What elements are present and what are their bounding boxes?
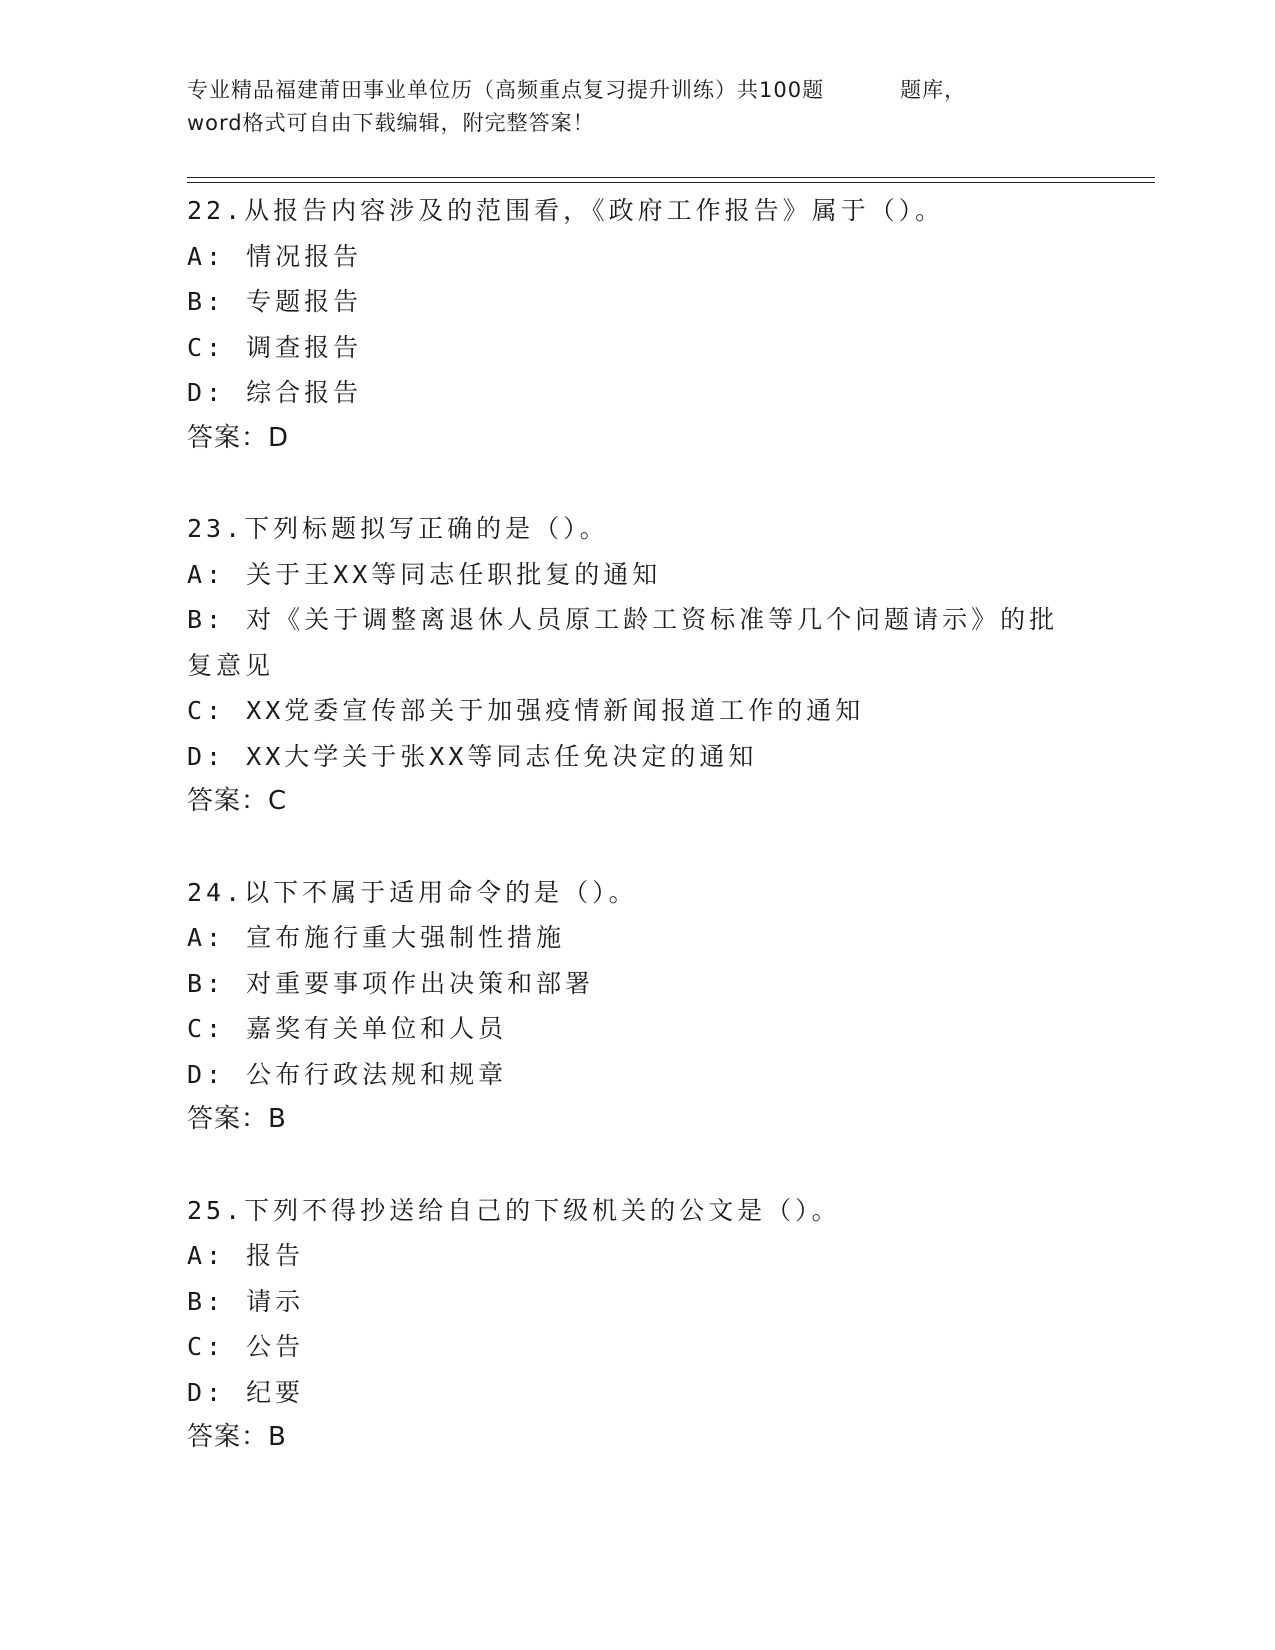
option-d: [187, 734, 1087, 780]
option-text: 综合报告: [246, 378, 363, 407]
answer-label: 答案：: [187, 1422, 269, 1452]
question-list: [187, 188, 1087, 1506]
question-text: 下列标题拟写正确的是（）。: [244, 514, 609, 543]
answer-label: 答案：: [187, 422, 269, 453]
question-number: 23.: [187, 514, 245, 543]
answer-line: [187, 779, 1087, 825]
option-label: B:: [187, 1286, 226, 1316]
question-number: 25.: [187, 1195, 245, 1225]
question-25: [187, 1188, 1087, 1461]
option-a: [187, 1233, 1087, 1279]
option-c: [187, 688, 1087, 734]
option-text: 对重要事项作出决策和部署: [246, 968, 595, 998]
option-b: [187, 597, 1087, 688]
answer-line: [187, 416, 1087, 462]
option-d: [187, 1052, 1087, 1098]
option-b: [187, 1279, 1087, 1325]
option-text: 公布行政法规和规章: [246, 1059, 508, 1089]
question-text: 从报告内容涉及的范围看，《政府工作报告》属于（）。: [244, 196, 945, 225]
option-text: 关于王XX等同志任职批复的通知: [246, 559, 662, 589]
option-label: C:: [187, 1014, 226, 1043]
option-text: 报告: [246, 1241, 305, 1270]
option-a: [187, 234, 1087, 280]
option-c: [187, 1006, 1087, 1052]
header-divider-top: [187, 177, 1155, 178]
question-22: [187, 188, 1087, 461]
question-stem: [187, 506, 1087, 552]
header-subtitle: word格式可自由下载编辑，附完整答案！: [187, 111, 595, 135]
option-label: B:: [187, 605, 226, 634]
option-label: D:: [187, 1059, 226, 1089]
option-text: XX大学关于张XX等同志任免决定的通知: [246, 741, 758, 771]
header-title: 专业精品福建莆田事业单位历（高频重点复习提升训练）共100题: [187, 78, 825, 102]
option-label: C:: [187, 332, 226, 362]
answer-value: B: [268, 1422, 287, 1452]
option-text: 情况报告: [246, 241, 363, 271]
option-a: [187, 915, 1087, 961]
option-label: C:: [187, 696, 226, 725]
option-text: 公告: [246, 1332, 305, 1361]
question-24: [187, 870, 1087, 1143]
option-d: [187, 370, 1087, 416]
answer-value: D: [268, 422, 290, 453]
option-text: 对《关于调整离退休人员原工龄工资标准等几个问题请示》的批复意见: [187, 605, 1059, 680]
option-a: [187, 552, 1087, 598]
answer-line: [187, 1415, 1087, 1461]
answer-label: 答案：: [187, 1104, 269, 1134]
option-label: C:: [187, 1332, 226, 1361]
question-23: [187, 506, 1087, 825]
option-text: 调查报告: [246, 332, 363, 362]
option-c: [187, 1324, 1087, 1370]
question-number: 24.: [187, 877, 245, 907]
option-text: XX党委宣传部关于加强疫情新闻报道工作的通知: [246, 696, 865, 725]
option-b: [187, 961, 1087, 1007]
option-text: 纪要: [246, 1377, 305, 1407]
question-stem: [187, 1188, 1087, 1234]
option-text: 宣布施行重大强制性措施: [246, 923, 566, 952]
option-d: [187, 1370, 1087, 1416]
option-text: 专题报告: [246, 287, 363, 316]
option-label: A:: [187, 923, 226, 952]
question-text: 下列不得抄送给自己的下级机关的公文是（）。: [244, 1195, 841, 1225]
option-b: [187, 279, 1087, 325]
option-label: B:: [187, 968, 226, 998]
option-c: [187, 325, 1087, 371]
answer-value: B: [268, 1104, 287, 1134]
option-label: D:: [187, 1377, 226, 1407]
option-text: 嘉奖有关单位和人员: [246, 1014, 508, 1043]
option-label: A:: [187, 241, 226, 271]
option-label: D:: [187, 741, 226, 771]
option-label: D:: [187, 378, 226, 407]
header-divider-bottom: [187, 182, 1155, 183]
option-label: A:: [187, 559, 226, 589]
answer-value: C: [268, 786, 288, 816]
option-text: 请示: [246, 1286, 305, 1316]
answer-line: [187, 1097, 1087, 1143]
option-label: A:: [187, 1241, 226, 1270]
question-text: 以下不属于适用命令的是（）。: [244, 877, 638, 907]
question-stem: [187, 870, 1087, 916]
answer-label: 答案：: [187, 786, 269, 816]
document-header: [187, 74, 1087, 140]
header-title-tail: 题库，: [900, 78, 967, 102]
question-stem: [187, 188, 1087, 234]
question-number: 22.: [187, 196, 245, 225]
option-label: B:: [187, 287, 226, 316]
